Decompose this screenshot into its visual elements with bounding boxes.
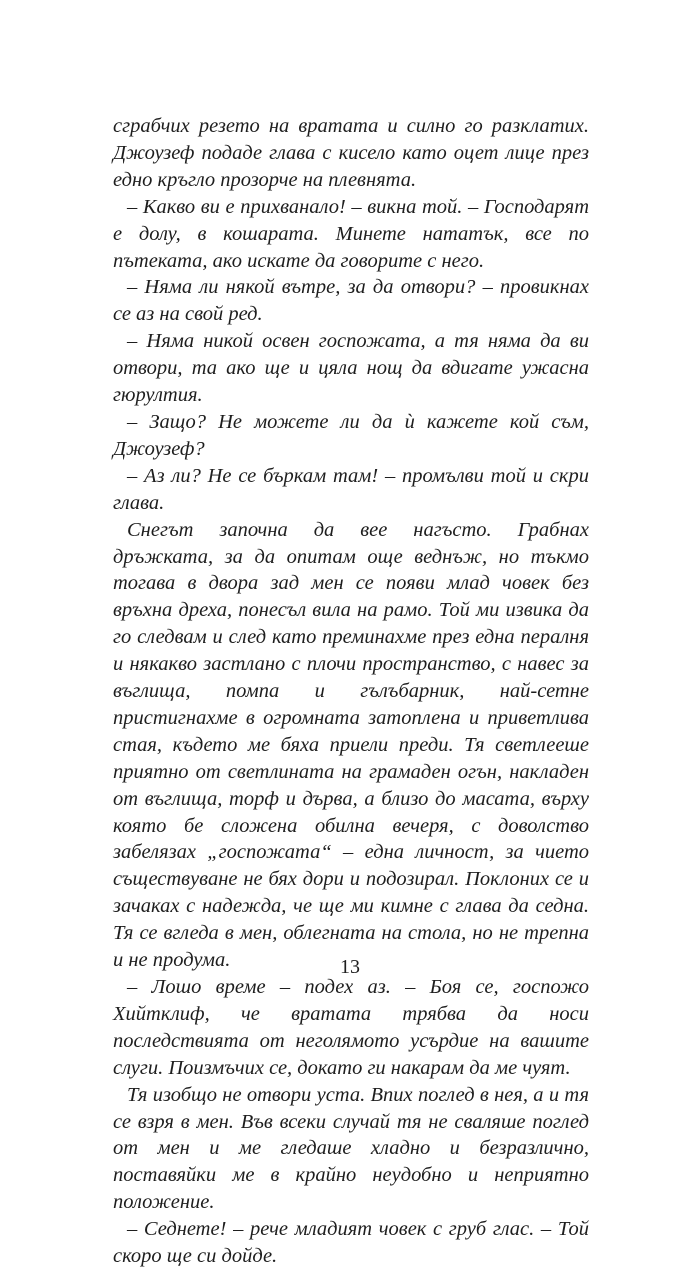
paragraph: сграбчих резето на вратата и силно го разклатих. Джоузеф подаде глава с кисело като оцет лице през едно кръгло прозорче на плевнята. bbox=[113, 115, 589, 191]
paragraph: – Какво ви е прихванало! – викна той. – Господарят е долу, в кошарата. Минете нататък, все по пътеката, ако искате да говорите с него. bbox=[113, 195, 589, 272]
paragraph: – Седнете! – рече младият човек с груб глас. – Той скоро ще си дойде. bbox=[113, 1218, 589, 1268]
body-text bbox=[113, 113, 589, 1270]
paragraph: – Аз ли? Не се бъркам там! – промълви той и скри глава. bbox=[113, 464, 589, 514]
paragraph: – Лошо време – подех аз. – Боя се, госпожо Хийтклиф, че вратата трябва да носи последствията от неголямото усърдие на вашите слуги. Поизмъчих се, докато ги накарам да ме чуят. bbox=[113, 976, 589, 1079]
paragraph: – Няма ли някой вътре, за да отвори? – провикнах се аз на свой ред. bbox=[113, 276, 589, 326]
paragraph: Тя изобщо не отвори уста. Впих поглед в нея, а и тя се взря в мен. Във всеки случай тя не сваляше поглед от мен и ме гледаше хладно и безразлично, поставяйки ме в крайно неудобно и неприятно положение. bbox=[113, 1083, 589, 1214]
paragraph: Снегът започна да вее нагъсто. Грабнах дръжката, за да опитам още веднъж, но тъкмо тогава в двора зад мен се появи млад човек без връхна дреха, понесъл вила на рамо. Той ми извика да го следвам и след като преминахме през една пералня и някакво застлано с плочи пространство, с навес за въглища, помпа и гълъбарник, най-сетне пристигнахме в огромната затоплена и приветлива стая, където ме бяха приели преди. Тя светлееше приятно от светлината на грамаден огън, накладен от въглища, торф и дърва, а близо до масата, върху която бе сложена обилна вечеря, с доволство забелязах „госпожата“ – една личност, за чието съществуване не бях дори и подозирал. Поклоних се и зачаках с надежда, че ще ми кимне с глава да седна. Тя се вгледа в мен, облегната на стола, но не трепна и не продума. bbox=[113, 518, 589, 972]
page-number: 13 bbox=[340, 956, 360, 978]
paragraph: – Няма никой освен госпожата, а тя няма да ви отвори, та ако ще и цяла нощ да вдигате ужасна гюрултия. bbox=[113, 330, 589, 407]
paragraph: – Защо? Не можете ли да ѝ кажете кой съм, Джоузеф? bbox=[113, 410, 589, 460]
